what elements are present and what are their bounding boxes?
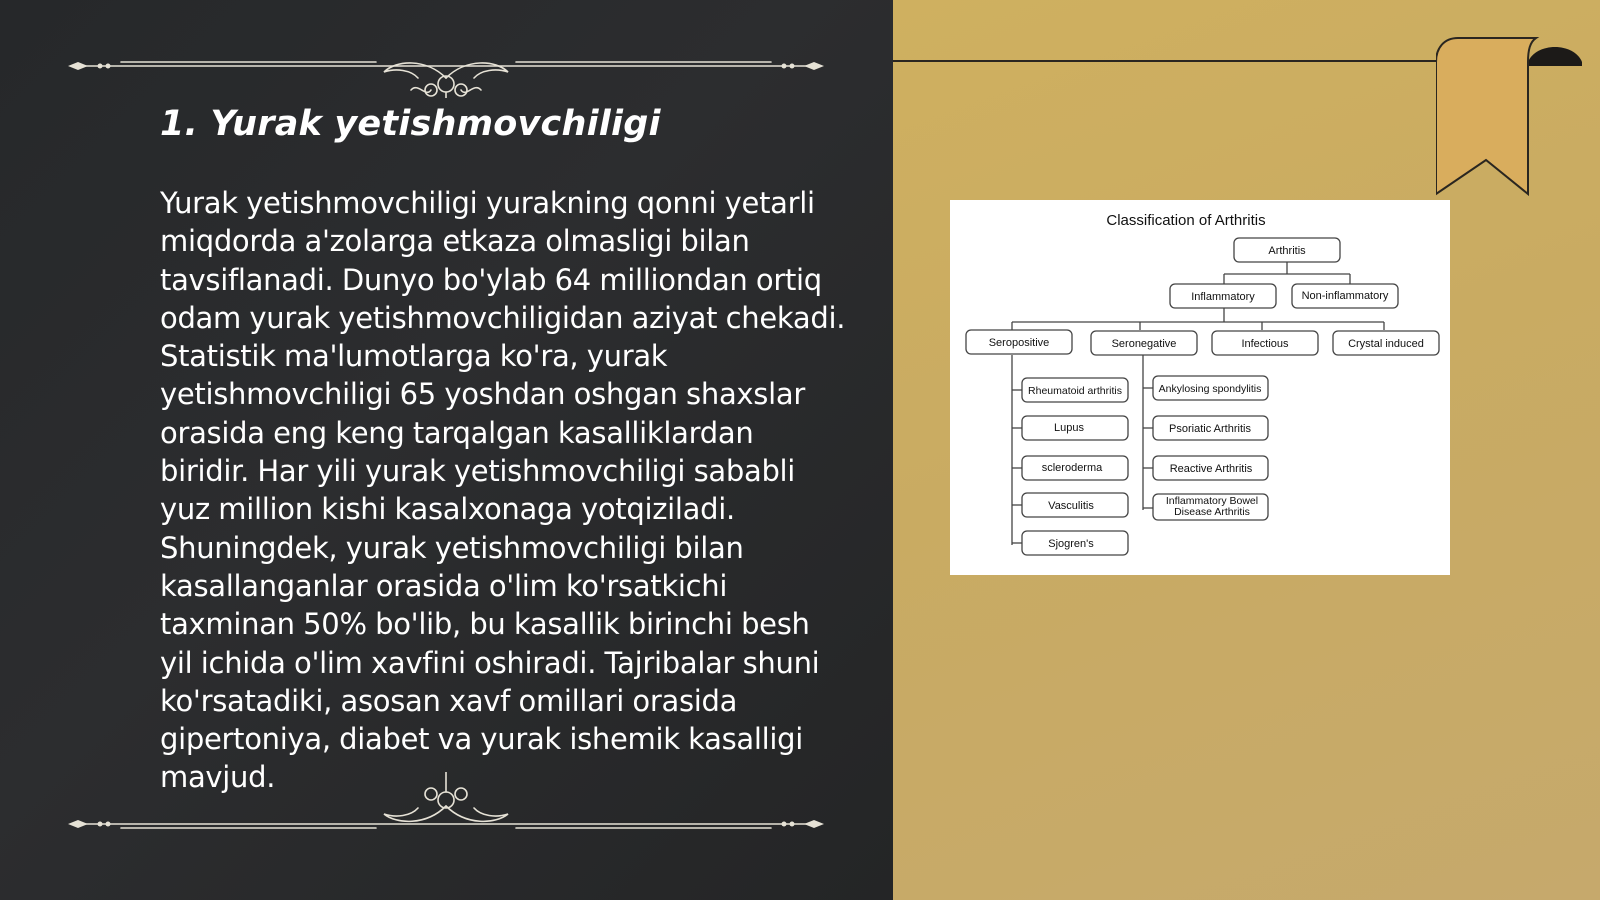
- top-flourish-divider-icon: [66, 38, 826, 98]
- svg-text:Sjogren's: Sjogren's: [1048, 538, 1094, 550]
- bottom-flourish-divider-icon: [66, 772, 826, 832]
- diagram-node-inflammatory: [1170, 284, 1276, 308]
- diagram-node-ibd-arthritis: [1153, 494, 1268, 520]
- diagram-node-sjogrens: [1022, 531, 1128, 555]
- svg-text:Crystal induced: Crystal induced: [1348, 338, 1424, 350]
- diagram-node-rheumatoid-arthritis: [1022, 378, 1128, 402]
- diagram-node-psoriatic-arthritis: [1153, 416, 1268, 440]
- svg-text:Ankylosing spondylitis: Ankylosing spondylitis: [1158, 383, 1262, 395]
- slide-body-text: Yurak yetishmovchiligi yurakning qonni yetarli miqdorda a'zolarga etkaza olmasligi bilan tavsiflanadi. Dunyo bo'ylab 64 milliondan ortiq odam yurak yetishmovchiligidan aziyat chekadi. Statistik ma'lumotlarga ko'ra, yurak yetishmovchiligi 65 yoshdan oshgan shaxslar orasida eng keng tarqalgan kasalliklardan biridir. Har yili yurak yetishmovchiligi sababli yuz million kishi kasalxonaga yotqiziladi. Shuningdek, yurak yetishmovchiligi bilan kasallanganlar orasida o'lim ko'rsatkichi taxminan 50% bo'lib, bu kasallik birinchi besh yil ichida o'lim xavfini oshiradi. Tajribalar shuni ko'rsatadiki, asosan xavf omillari orasida gipertoniya, diabet va yurak ishemik kasalligi mavjud.: [160, 186, 846, 795]
- diagram-node-ankylosing-spondylitis: [1153, 376, 1268, 400]
- diagram-node-seronegative: [1091, 331, 1197, 355]
- svg-text:Reactive Arthritis: Reactive Arthritis: [1169, 463, 1253, 475]
- svg-text:Rheumatoid arthritis: Rheumatoid arthritis: [1028, 385, 1122, 397]
- diagram-canvas: [950, 200, 1450, 575]
- svg-text:Arthritis: Arthritis: [1268, 245, 1306, 257]
- svg-text:Infectious: Infectious: [1241, 338, 1289, 350]
- bookmark-ribbon-icon: [1436, 36, 1586, 196]
- svg-text:Seropositive: Seropositive: [988, 337, 1050, 349]
- right-panel-rule: [893, 60, 1438, 62]
- diagram-title: Classification of Arthritis: [1106, 212, 1266, 229]
- diagram-node-scleroderma: [1022, 456, 1128, 480]
- diagram-node-vasculitis: [1022, 493, 1128, 517]
- diagram-node-seropositive: [966, 330, 1072, 354]
- slide-title: 1. Yurak yetishmovchiligi: [160, 104, 661, 144]
- diagram-node-non-inflammatory: [1292, 284, 1398, 308]
- arthritis-classification-diagram: [950, 200, 1450, 575]
- diagram-node-reactive-arthritis: [1153, 456, 1268, 480]
- svg-text:Vasculitis: Vasculitis: [1048, 500, 1094, 512]
- diagram-node-infectious: [1212, 331, 1318, 355]
- svg-text:Seronegative: Seronegative: [1111, 338, 1177, 350]
- diagram-node-lupus: [1022, 416, 1128, 440]
- diagram-node-crystal-induced: [1333, 331, 1439, 355]
- svg-text:Psoriatic Arthritis: Psoriatic Arthritis: [1169, 423, 1251, 435]
- svg-text:Lupus: Lupus: [1054, 422, 1084, 434]
- svg-text:scleroderma: scleroderma: [1041, 462, 1103, 474]
- ibd-arthritis-label: Inflammatory Bowel Disease Arthritis: [1165, 495, 1259, 518]
- svg-text:Non-inflammatory: Non-inflammatory: [1301, 290, 1389, 302]
- diagram-node-root: [1234, 238, 1340, 262]
- svg-text:Inflammatory: Inflammatory: [1191, 291, 1255, 303]
